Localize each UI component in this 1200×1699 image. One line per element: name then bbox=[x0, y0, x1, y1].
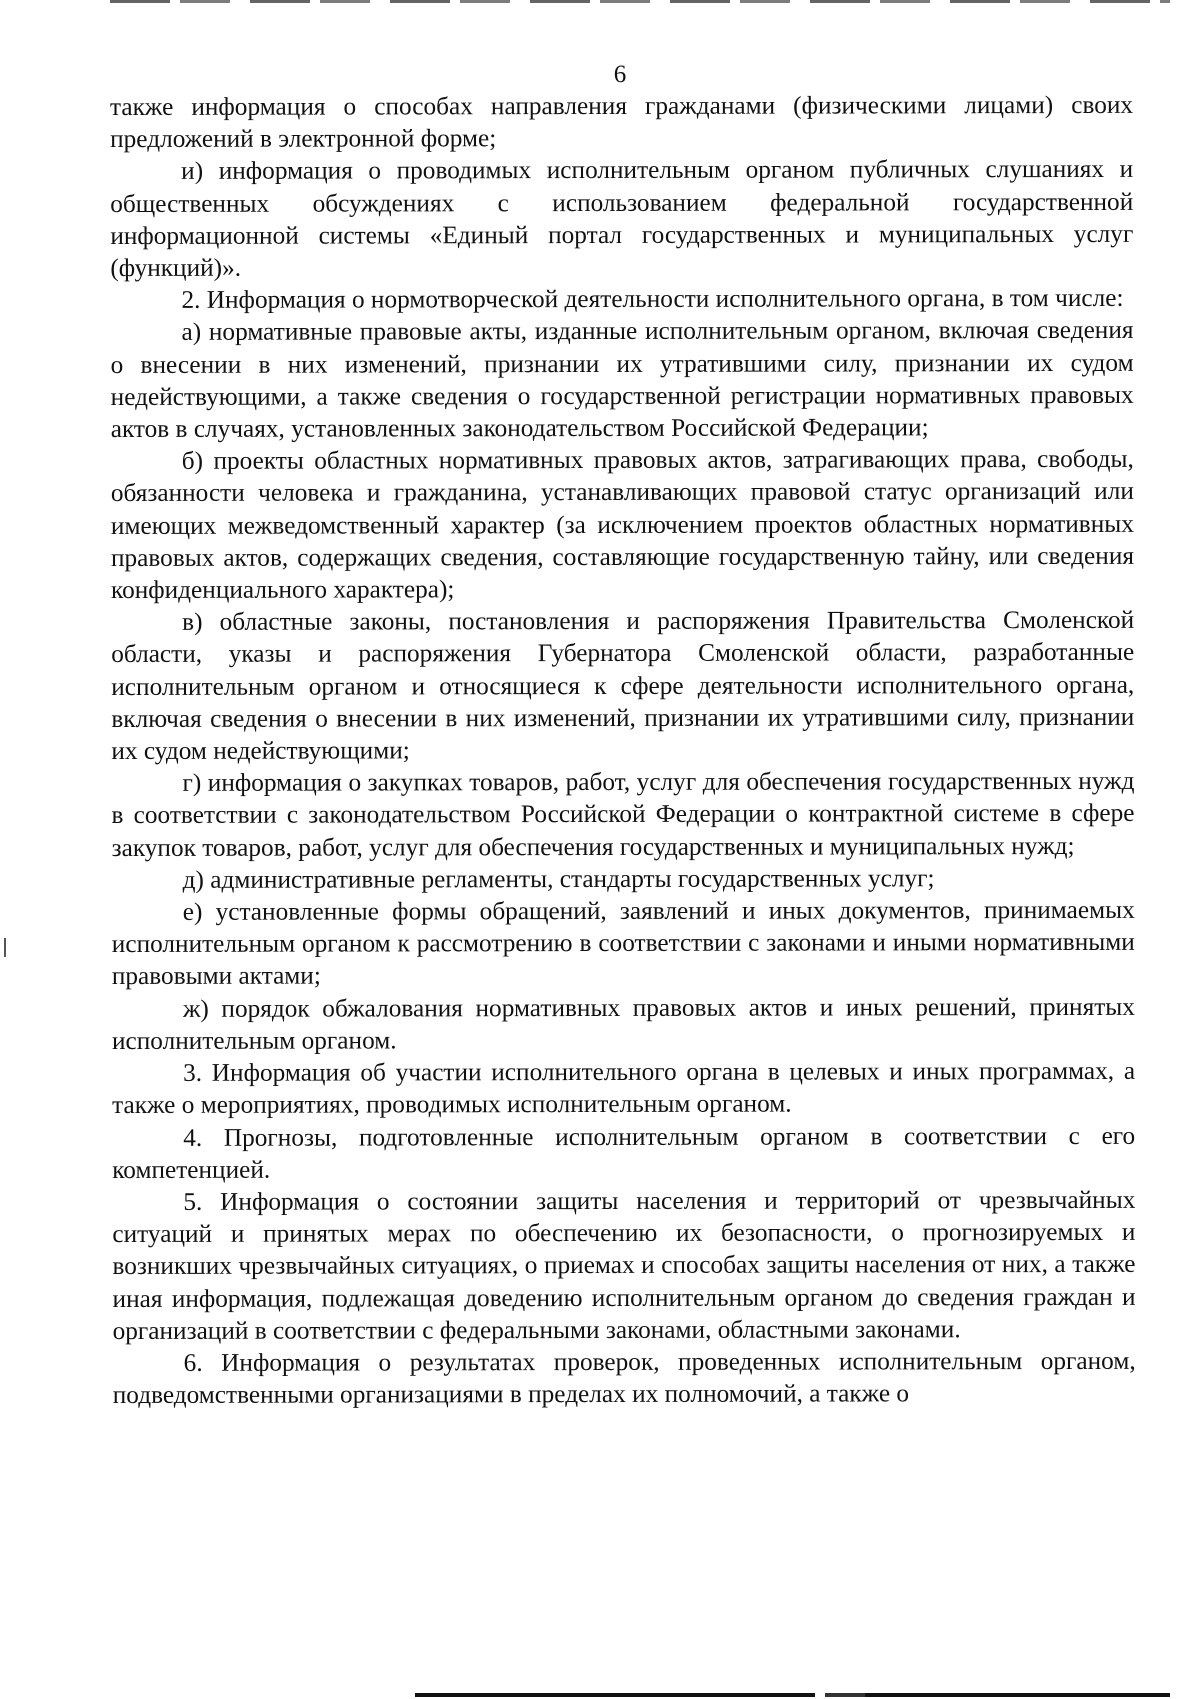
paragraph-item-d: д) административные регламенты, стандарты государственных услуг; bbox=[182, 864, 935, 894]
document-body bbox=[110, 89, 1136, 1411]
scan-margin-mark bbox=[4, 938, 6, 957]
paragraph-item-a: а) нормативные правовые акты, изданные исполнительным органом, включая сведения о внесении в них изменений, признании их утратившими силу, признании их судом недействующими, а также сведения о государственной регистрации нормативных правовых актов в случаях, установленных законодательством Российской Федерации; bbox=[110, 316, 1134, 444]
paragraph-item-zh: ж) порядок обжалования нормативных правовых актов и иных решений, принятых исполнительным органом. bbox=[111, 992, 1135, 1055]
paragraph-section-5: 5. Информация о состоянии защиты населения и территорий от чрезвычайных ситуаций и принятых мерах по обеспечению их безопасности, о прогнозируемых и возникших чрезвычайных ситуациях, о приемах и способах защиты населения от них, а также иная информация, подлежащая доведению исполнительным органом до сведения граждан и организаций в соответствии с федеральными законами, областными законами. bbox=[112, 1185, 1136, 1345]
paragraph-item-g: г) информация о закупках товаров, работ, услуг для обеспечения государственных нужд в соответствии с законодательством Российской Федерации о контрактной системе в сфере закупок товаров, работ, услуг для обеспечения государственных и муниципальных нужд; bbox=[111, 767, 1135, 862]
scan-edge-top bbox=[110, 0, 1170, 3]
paragraph-section-2: 2. Информация о нормотворческой деятельности исполнительного органа, в том числе: bbox=[181, 284, 1124, 315]
scan-edge-bottom bbox=[415, 1693, 1170, 1697]
paragraph-section-3: 3. Информация об участии исполнительного органа в целевых и иных программах, а также о мероприятиях, проводимых исполнительным органом. bbox=[112, 1056, 1136, 1120]
paragraph-section-6: 6. Информация о результатах проверок, проведенных исполнительным органом, подведомственными организациями в пределах их полномочий, а также о bbox=[112, 1346, 1136, 1410]
paragraph-continuation: также информация о способах направления гражданами (физическими лицами) своих предложений в электронной форме; bbox=[110, 90, 1134, 154]
paragraph-item-i: и) информация о проводимых исполнительным органом публичных слушаниях и общественных обсуждениях с использованием федеральной государственной информационной системы «Единый портал государственных и муниципальных услуг (функций)». bbox=[110, 155, 1134, 283]
paragraph-item-b: б) проекты областных нормативных правовых актов, затрагивающих права, свободы, обязанности человека и гражданина, устанавливающих правовой статус организаций или имеющих межведомственный характер (за исключением проектов областных нормативных правовых актов, содержащих сведения, составляющие государственную тайну, или сведения конфиденциального характера); bbox=[110, 445, 1135, 605]
paragraph-item-e: е) установленные формы обращений, заявлений и иных документов, принимаемых исполнительным органом к рассмотрению в соответствии с законами и иными нормативными правовыми актами; bbox=[111, 895, 1135, 991]
paragraph-section-4: 4. Прогнозы, подготовленные исполнительным органом в соответствии с его компетенцией. bbox=[112, 1121, 1136, 1184]
page-number: 6 bbox=[613, 61, 627, 88]
paragraph-item-v: в) областные законы, постановления и распоряжения Правительства Смоленской области, указы и распоряжения Губернатора Смоленской области, разработанные исполнительным органом и относящиеся к сфере деятельности исполнительного органа, включая сведения о внесении в них изменений, признании их утратившими силу, признании их судом недействующими; bbox=[111, 606, 1135, 766]
